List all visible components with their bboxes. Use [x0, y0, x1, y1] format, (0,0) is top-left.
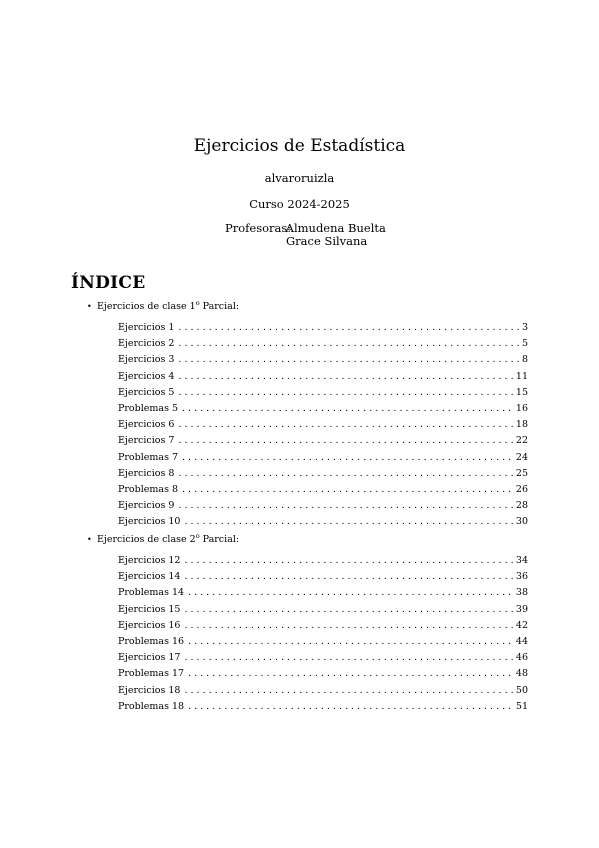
toc-entry-link[interactable] — [118, 467, 528, 483]
toc-entry-title: Ejercicios 5 — [118, 386, 175, 398]
bullet-icon: • — [87, 535, 92, 544]
toc-entry-page-number: 22 — [515, 435, 528, 447]
toc-section-label — [87, 300, 239, 314]
toc-entry-page-number: 34 — [515, 555, 528, 566]
dot-leader — [182, 402, 514, 416]
toc-entry-link[interactable] — [118, 667, 528, 683]
toc-entry-title: Problemas 14 — [118, 587, 185, 599]
toc-entry-link[interactable] — [118, 586, 528, 602]
dot-leader — [178, 418, 513, 432]
dot-leader — [178, 353, 520, 367]
toc-entry-title: Ejercicios 14 — [118, 571, 181, 583]
toc-entry-page-number: 46 — [515, 652, 528, 664]
dot-leader — [188, 700, 514, 714]
toc-entry-title: Ejercicios 8 — [118, 467, 175, 479]
professors-line-2 — [225, 235, 386, 248]
toc-entry-title: Ejercicios 4 — [118, 370, 175, 382]
document-title: Ejercicios de Estadística — [193, 136, 406, 156]
toc-entry-page-number: 39 — [515, 603, 528, 615]
toc-entry-link[interactable] — [118, 418, 528, 434]
toc-entry-link[interactable] — [118, 386, 528, 402]
toc-entry-page-number: 44 — [515, 635, 528, 647]
toc-entry-title: Ejercicios 18 — [118, 684, 181, 696]
toc-entry-link[interactable] — [118, 353, 528, 369]
toc-entry-page-number: 25 — [515, 467, 528, 479]
toc-entry-link[interactable] — [118, 619, 528, 635]
toc-entries — [118, 554, 528, 716]
toc-entry-link[interactable] — [118, 337, 528, 353]
toc-entry-title: Problemas 16 — [118, 635, 185, 647]
dot-leader — [184, 515, 513, 529]
toc-entry-title: Ejercicios 12 — [118, 555, 181, 566]
dot-leader — [184, 651, 513, 665]
document-author: alvaroruizla — [264, 171, 335, 185]
professor-name: Almudena Buelta — [285, 221, 386, 235]
toc-entry-title: Problemas 7 — [118, 451, 179, 463]
dot-leader — [178, 337, 520, 351]
toc-entry-link[interactable] — [118, 651, 528, 667]
toc-entry-title: Ejercicios 15 — [118, 603, 181, 615]
toc-entry-page-number: 24 — [515, 451, 528, 463]
toc-entry-title: Ejercicios 17 — [118, 652, 181, 664]
toc-entry-link[interactable] — [118, 451, 528, 467]
toc-entry-page-number: 16 — [515, 402, 528, 414]
dot-leader — [184, 570, 513, 584]
toc-entry-page-number: 18 — [515, 419, 528, 431]
toc-entry-page-number: 11 — [515, 370, 528, 382]
dot-leader — [178, 370, 513, 384]
section-label-superscript: o — [195, 532, 200, 540]
toc-entry-link[interactable] — [118, 684, 528, 700]
dot-leader — [182, 483, 514, 497]
toc-entry-link[interactable] — [118, 515, 528, 531]
toc-entry-link[interactable] — [118, 499, 528, 515]
toc-entry-link[interactable] — [118, 554, 528, 570]
toc-entry-link[interactable] — [118, 434, 528, 450]
section-label-superscript: o — [195, 299, 200, 307]
section-label-text: Ejercicios de clase 2 — [97, 534, 196, 545]
toc-entry-link[interactable] — [118, 370, 528, 386]
toc-section-label — [87, 533, 239, 547]
professor-name: Grace Silvana — [286, 234, 368, 248]
toc-entry-link[interactable] — [118, 402, 528, 418]
toc-entry-title: Problemas 18 — [118, 700, 185, 712]
professors-label: Profesoras: — [225, 221, 292, 235]
dot-leader — [178, 499, 513, 513]
toc-entry-link[interactable] — [118, 603, 528, 619]
dot-leader — [178, 321, 520, 335]
dot-leader — [184, 603, 513, 617]
dot-leader — [184, 554, 513, 568]
toc-entry-title: Ejercicios 1 — [118, 322, 175, 333]
toc-entry-page-number: 36 — [515, 571, 528, 583]
toc-entry-page-number: 50 — [515, 684, 528, 696]
dot-leader — [188, 667, 514, 681]
toc-entry-page-number: 38 — [515, 587, 528, 599]
section-label-text: Ejercicios de clase 1 — [97, 301, 196, 312]
toc-entry-link[interactable] — [118, 321, 528, 337]
toc-entry-page-number: 26 — [515, 483, 528, 495]
toc-entry-title: Ejercicios 9 — [118, 500, 175, 512]
toc-entry-title: Ejercicios 2 — [118, 338, 175, 350]
professors-block — [225, 222, 386, 248]
document-course: Curso 2024-2025 — [249, 197, 350, 211]
toc-heading: ÍNDICE — [71, 273, 146, 293]
toc-entry-title: Ejercicios 10 — [118, 516, 181, 528]
bullet-icon: • — [87, 302, 92, 311]
toc-entry-page-number: 28 — [515, 500, 528, 512]
dot-leader — [178, 386, 513, 400]
section-label-suffix: Parcial: — [199, 301, 240, 312]
toc-entries — [118, 321, 528, 531]
dot-leader — [178, 467, 513, 481]
dot-leader — [178, 434, 513, 448]
toc-entry-page-number: 3 — [521, 322, 528, 333]
dot-leader — [184, 619, 513, 633]
toc-entry-link[interactable] — [118, 483, 528, 499]
toc-entry-title: Ejercicios 7 — [118, 435, 175, 447]
toc-entry-title: Problemas 5 — [118, 402, 179, 414]
toc-entry-title: Ejercicios 6 — [118, 419, 175, 431]
toc-entry-link[interactable] — [118, 700, 528, 716]
toc-entry-page-number: 8 — [521, 354, 528, 366]
toc-entry-page-number: 5 — [521, 338, 528, 350]
dot-leader — [182, 451, 514, 465]
toc-entry-page-number: 30 — [515, 516, 528, 528]
dot-leader — [188, 635, 514, 649]
toc-entry-page-number: 42 — [515, 619, 528, 631]
toc-entry-title: Problemas 8 — [118, 483, 179, 495]
dot-leader — [184, 684, 513, 698]
section-label-suffix: Parcial: — [199, 534, 240, 545]
toc-entry-title: Problemas 17 — [118, 668, 185, 680]
toc-entry-page-number: 48 — [515, 668, 528, 680]
toc-entry-link[interactable] — [118, 570, 528, 586]
dot-leader — [188, 586, 514, 600]
toc-entry-page-number: 51 — [515, 700, 528, 712]
toc-entry-link[interactable] — [118, 635, 528, 651]
toc-entry-title: Ejercicios 16 — [118, 619, 181, 631]
toc-entry-title: Ejercicios 3 — [118, 354, 175, 366]
toc-entry-page-number: 15 — [515, 386, 528, 398]
